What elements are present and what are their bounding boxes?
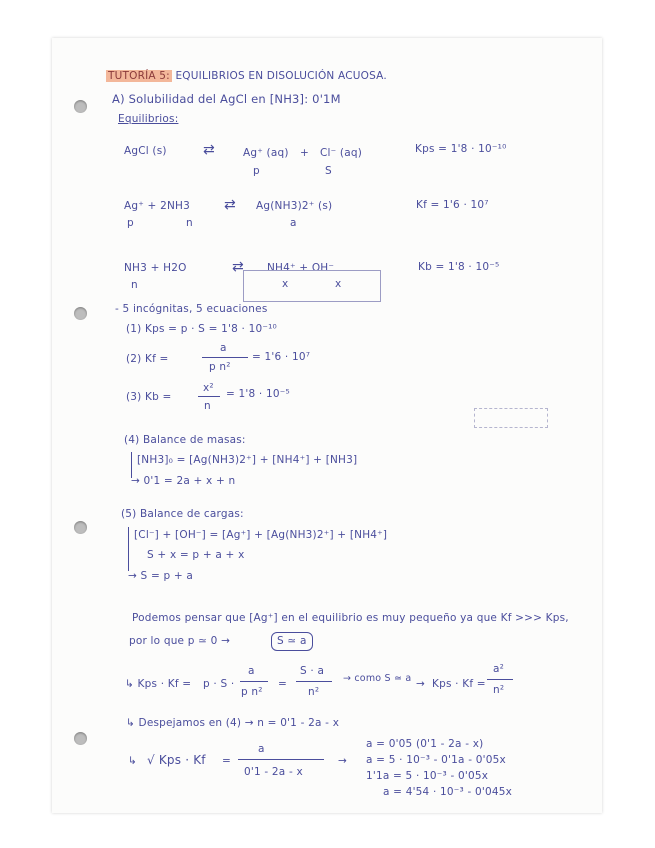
eq1-var-s: S [325, 165, 332, 177]
equation-2-denominator: p n² [209, 361, 231, 373]
equation-1: (1) Kps = p · S = 1'8 · 10⁻¹⁰ [126, 323, 277, 335]
charge-balance-line1: [Cl⁻] + [OH⁻] = [Ag⁺] + [Ag(NH3)2⁺] + [NH4⁺] [134, 529, 388, 541]
despejamos-line: ↳ Despejamos en (4) → n = 0'1 - 2a - x [126, 717, 340, 729]
section-a-heading: A) Solubilidad del AgCl en [NH3]: 0'1M [112, 92, 341, 106]
equilibrios-label: Equilibrios: [118, 113, 179, 125]
eq1-arrow: ⇄ [203, 142, 215, 158]
equation-2-numerator: a [220, 342, 227, 354]
equation-3-denominator: n [204, 400, 211, 412]
eq2-var-n: n [186, 217, 193, 229]
eq1-var-p: p [253, 165, 260, 177]
eq1-reactant: AgCl (s) [124, 145, 167, 157]
product-lead: ↳ Kps · Kf = [125, 678, 192, 690]
eq3-reactants: NH3 + H2O [124, 262, 187, 274]
product-equals: = [278, 678, 287, 690]
product-kk: Kps · Kf = [432, 678, 486, 690]
final-denominator: 0'1 - 2a - x [244, 766, 303, 778]
binder-hole [74, 100, 87, 113]
equation-2-rhs: = 1'6 · 10⁷ [252, 351, 311, 363]
equation-3-rhs: = 1'8 · 10⁻⁵ [226, 388, 290, 400]
faint-box [474, 408, 548, 428]
final-equals: = [222, 755, 231, 767]
charge-balance-label: (5) Balance de cargas: [121, 508, 244, 520]
final-numerator: a [258, 743, 265, 755]
fraction-line [240, 681, 268, 682]
eq1-product2: Cl⁻ (aq) [320, 147, 363, 159]
mass-balance-line1: [NH3]₀ = [Ag(NH3)2⁺] + [NH4⁺] + [NH3] [137, 454, 358, 466]
final-arrow: → [338, 755, 347, 767]
eq3-var-x1: x [282, 278, 289, 290]
eq2-reactants: Ag⁺ + 2NH3 [124, 200, 190, 212]
fraction-line [487, 679, 513, 680]
mass-balance-label: (4) Balance de masas: [124, 434, 246, 446]
mass-balance-line2: → 0'1 = 2a + x + n [131, 475, 236, 487]
eq3-var-n: n [131, 279, 138, 291]
reasoning-line2: por lo que p ≃ 0 → [129, 635, 231, 647]
product-f2-den: n² [308, 686, 320, 698]
eq2-constant: Kf = 1'6 · 10⁷ [416, 199, 489, 211]
fraction-line [198, 396, 220, 397]
eq2-var-a: a [290, 217, 297, 229]
title-rest: EQUILIBRIOS EN DISOLUCIÓN ACUOSA. [175, 70, 387, 82]
final-root: √ Kps · Kf [147, 753, 206, 767]
equation-3-label: (3) Kb = [126, 391, 172, 403]
equation-3-numerator: x² [203, 382, 214, 394]
page-title [106, 71, 387, 82]
result-line-4: a = 4'54 · 10⁻³ - 0'045x [383, 786, 513, 798]
boxed-result: S ≃ a [271, 632, 313, 651]
eq1-product1: Ag⁺ (aq) [243, 147, 289, 159]
unknowns-note: - 5 incógnitas, 5 ecuaciones [115, 303, 268, 315]
product-ps: p · S · [203, 678, 235, 690]
eq1-constant: Kps = 1'8 · 10⁻¹⁰ [415, 143, 507, 155]
binder-hole [74, 732, 87, 745]
product-arrow: → [416, 678, 425, 690]
product-f3-den: n² [493, 684, 505, 696]
charge-balance-line3: → S = p + a [128, 570, 194, 582]
product-f3-num: a² [493, 663, 505, 675]
title-highlight: TUTORÍA 5: [108, 70, 170, 82]
eq2-arrow: ⇄ [224, 197, 236, 213]
eq3-arrow: ⇄ [232, 259, 244, 275]
eq1-plus: + [300, 147, 309, 159]
eq2-product: Ag(NH3)2⁺ (s) [256, 200, 333, 212]
eq3-var-x2: x [335, 278, 342, 290]
result-line-3: 1'1a = 5 · 10⁻³ - 0'05x [366, 770, 489, 782]
product-f1-den: p n² [241, 686, 263, 698]
result-line-2: a = 5 · 10⁻³ - 0'1a - 0'05x [366, 754, 506, 766]
result-line-1: a = 0'05 (0'1 - 2a - x) [366, 738, 484, 750]
final-lead: ↳ [128, 755, 137, 767]
fraction-line [202, 357, 248, 358]
fraction-line [296, 681, 332, 682]
product-como: → como S ≃ a [343, 673, 412, 684]
eq3-products: NH4⁺ + OH⁻ [267, 262, 335, 274]
binder-hole [74, 521, 87, 534]
fraction-line [238, 759, 324, 760]
eq3-constant: Kb = 1'8 · 10⁻⁵ [418, 261, 500, 273]
product-f2-num: S · a [300, 665, 325, 677]
equation-2-label: (2) Kf = [126, 353, 169, 365]
eq2-var-p: p [127, 217, 134, 229]
bracket-line [128, 527, 129, 571]
charge-balance-line2: S + x = p + a + x [147, 549, 245, 561]
binder-hole [74, 307, 87, 320]
reasoning-line1: Podemos pensar que [Ag⁺] en el equilibrio es muy pequeño ya que Kf >>> Kps, [132, 612, 569, 624]
product-f1-num: a [248, 665, 255, 677]
pencil-box [243, 270, 381, 302]
